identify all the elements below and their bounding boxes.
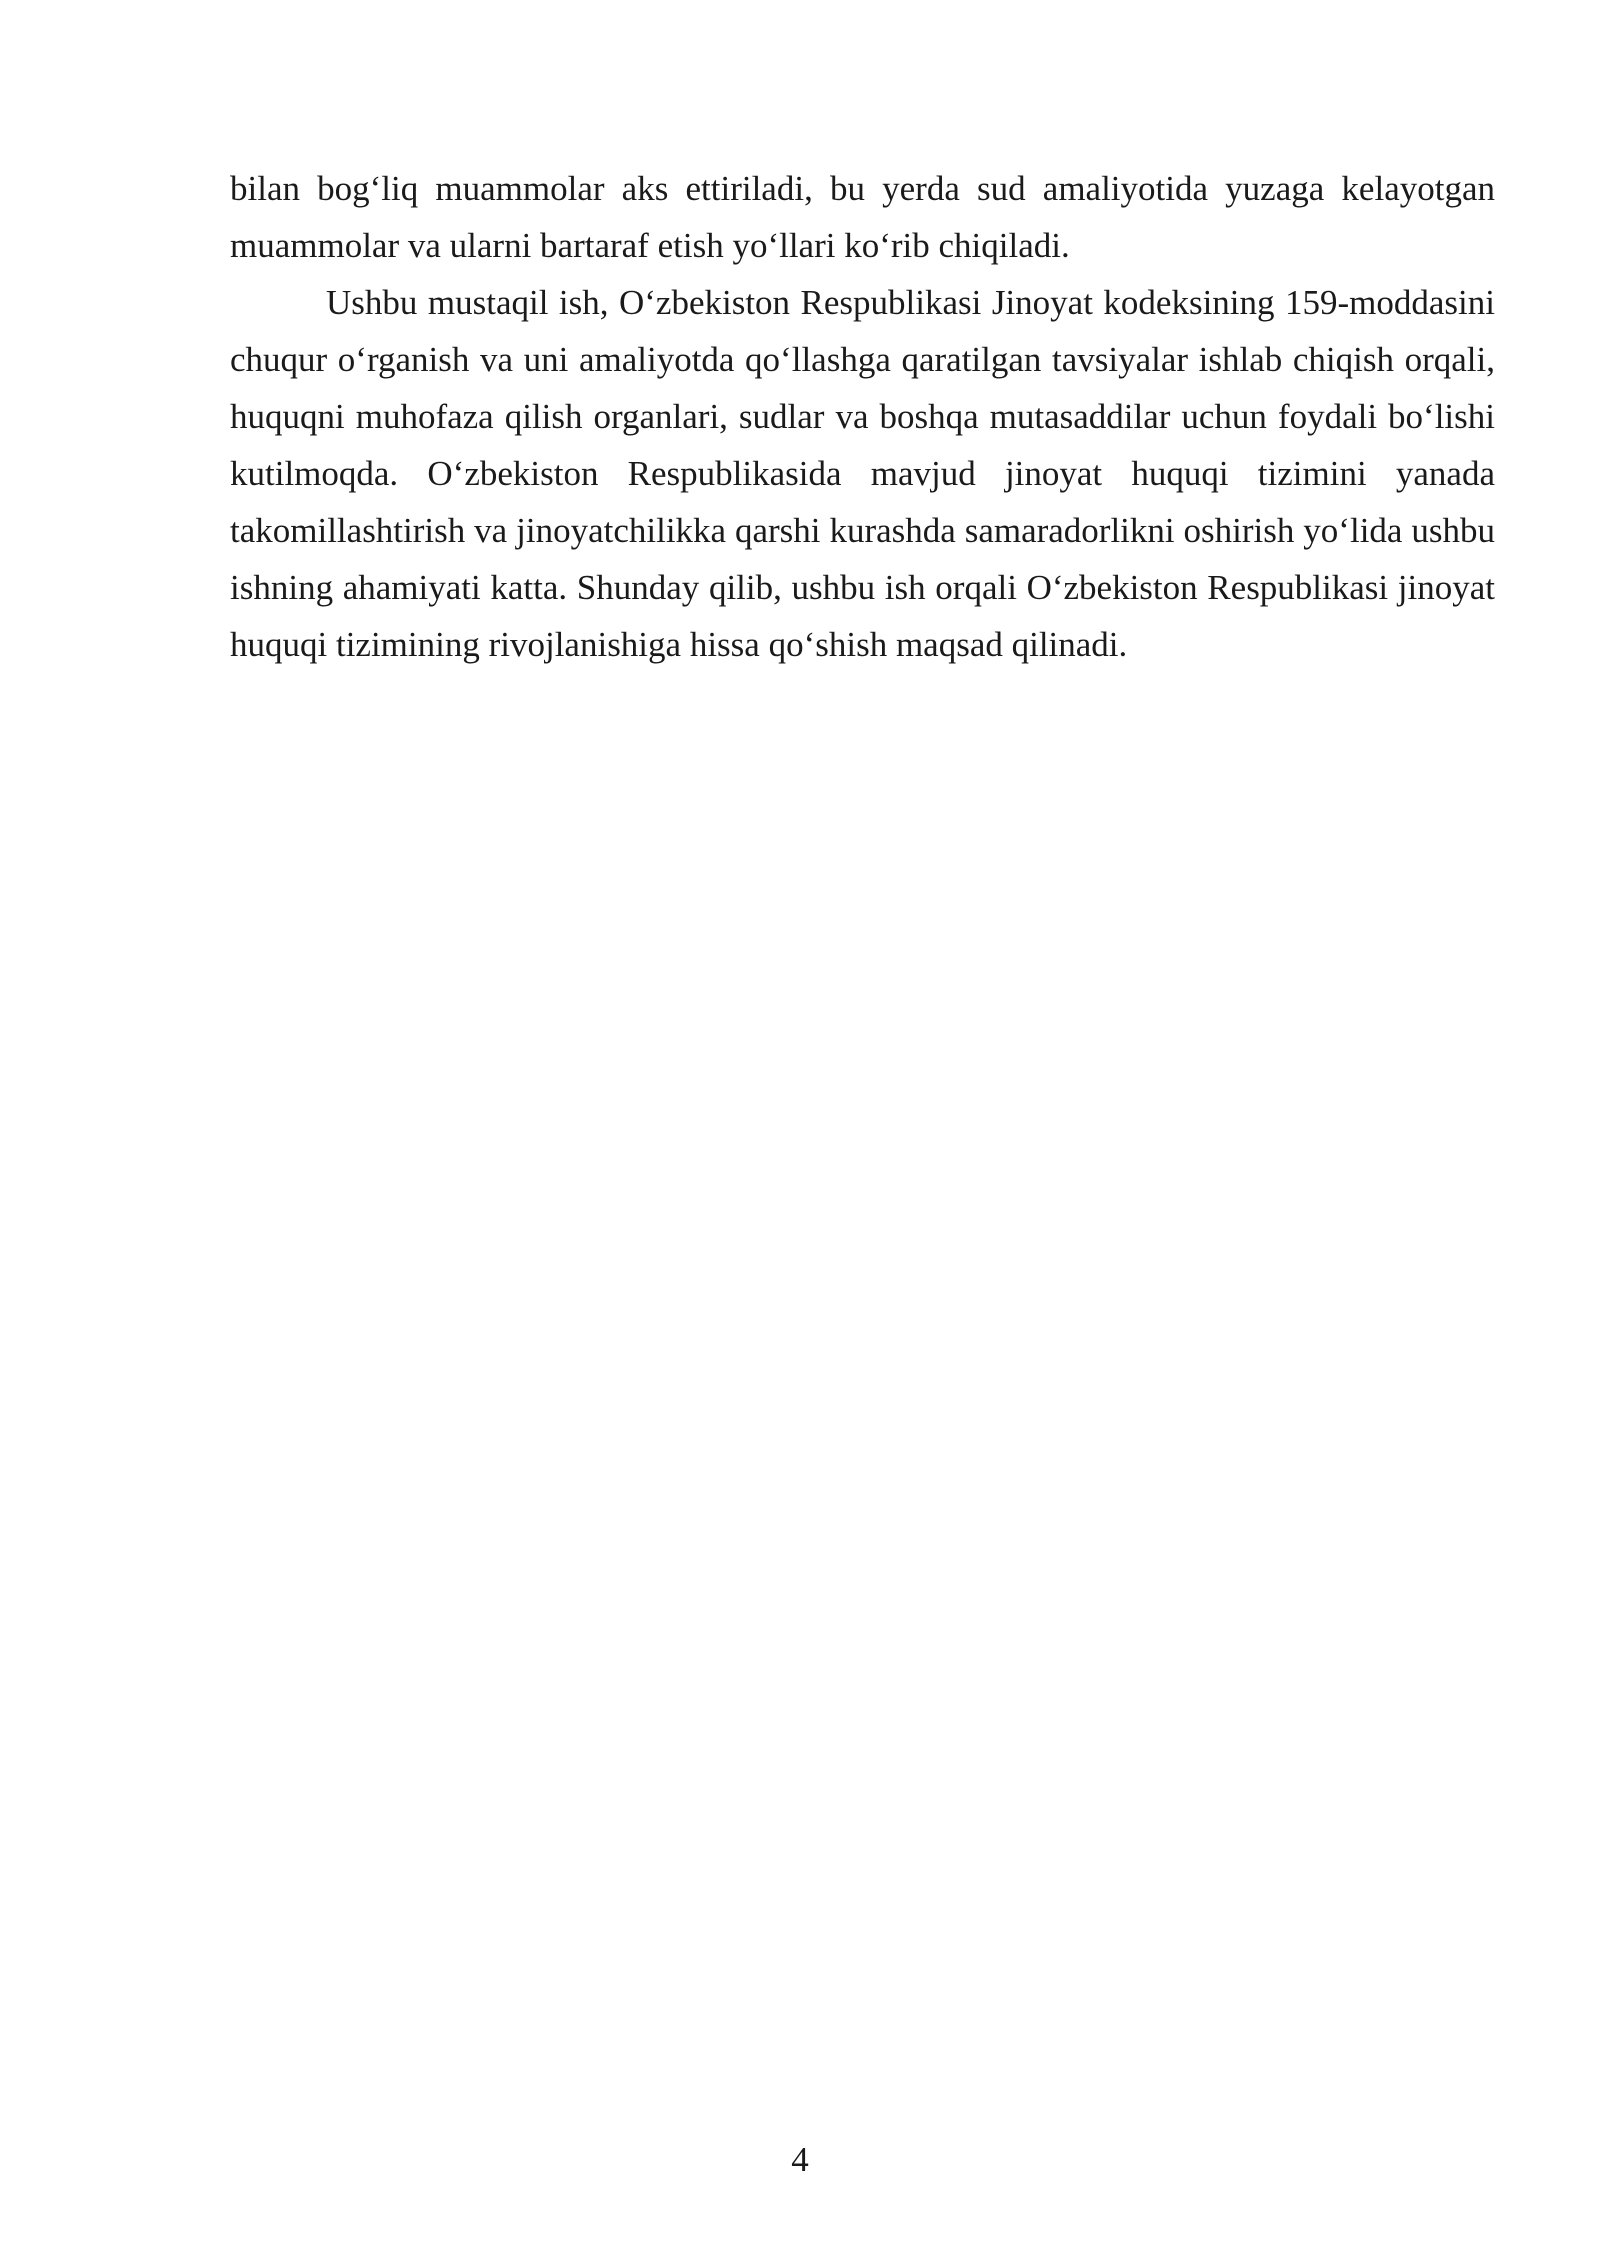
body-text xyxy=(230,160,1495,673)
page-number: 4 xyxy=(791,2140,809,2179)
paragraph-main: Ushbu mustaqil ish, O‘zbekiston Respublikasi Jinoyat kodeksining 159-moddasini chuqur o‘rganish va uni amaliyotda qo‘llashga qaratilgan tavsiyalar ishlab chiqish orqali, huquqni muhofaza qilish organlari, sudlar va boshqa mutasaddilar uchun foydali bo‘lishi kutilmoqda. O‘zbekiston Respublikasida mavjud jinoyat huquqi tizimini yanada takomillashtirish va jinoyatchilikka qarshi kurashda samaradorlikni oshirish yo‘lida ushbu ishning ahamiyati katta. Shunday qilib, ushbu ish orqali O‘zbekiston Respublikasi jinoyat huquqi tizimining rivojlanishiga hissa qo‘shish maqsad qilinadi. xyxy=(230,283,1495,664)
paragraph-continuation: bilan bog‘liq muammolar aks ettiriladi, bu yerda sud amaliyotida yuzaga kelayotgan muammolar va ularni bartaraf etish yo‘llari ko‘rib chiqiladi. xyxy=(230,169,1495,265)
